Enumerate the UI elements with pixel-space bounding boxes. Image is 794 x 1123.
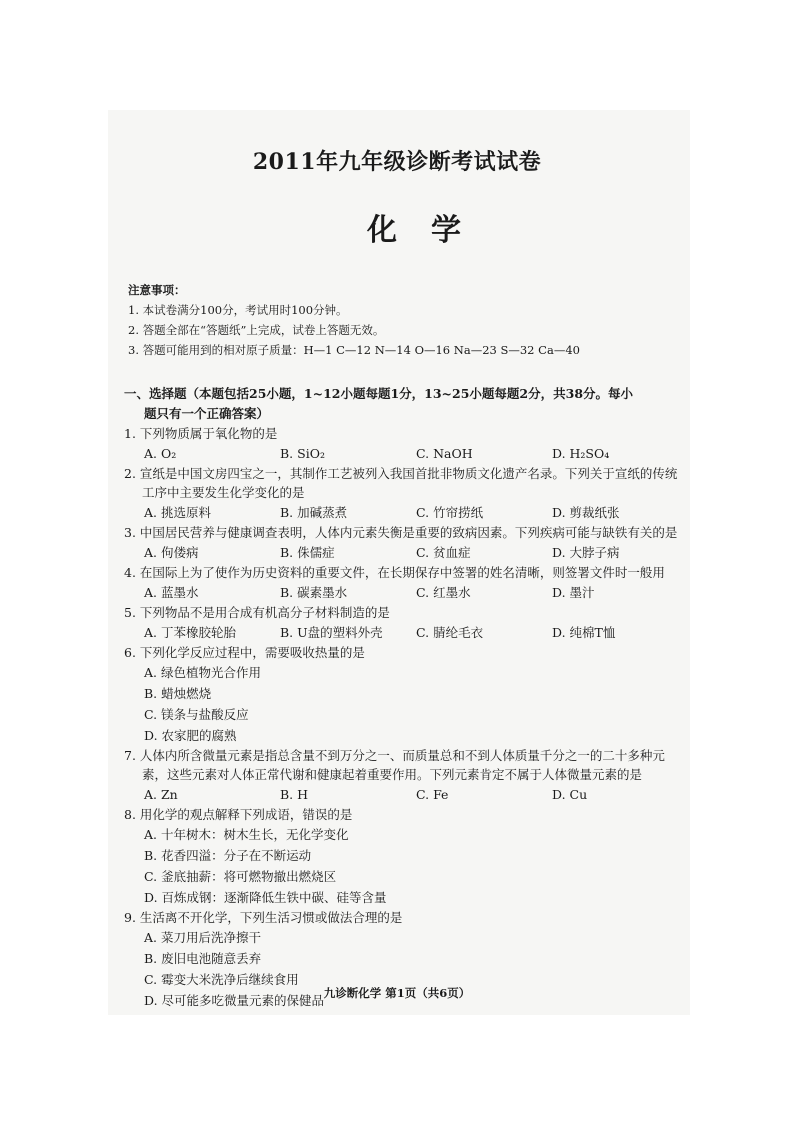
option-c: C. Fe — [416, 787, 449, 802]
option-a: A. 菜刀用后洗净擦干 — [144, 930, 261, 945]
option-c: C. 竹帘捞纸 — [416, 505, 484, 520]
question-stem: 7. 人体内所含微量元素是指总含量不到万分之一、而质量总和不到人体质量千分之一的二十多种元素，这些元素对人体正常代谢和健康起着重要作用。下列元素肯定不属于人体微量元素的是 — [124, 748, 665, 782]
question-6 — [124, 643, 684, 746]
option-d: D. 纯棉T恤 — [552, 625, 616, 640]
question-2 — [124, 464, 684, 523]
page-footer: 九诊断化学 第1页（共6页） — [323, 986, 471, 1000]
option-a: A. 绿色植物光合作用 — [144, 665, 261, 680]
notes-block — [128, 280, 688, 360]
option-b: B. 加碱蒸煮 — [280, 505, 348, 520]
question-1 — [124, 424, 684, 464]
option-a: A. 蓝墨水 — [144, 585, 199, 600]
option-b: B. SiO₂ — [280, 446, 325, 461]
question-stem: 4. 在国际上为了使作为历史资料的重要文件，在长期保存中签署的姓名清晰，则签署文件时一般用 — [124, 565, 665, 580]
section-heading-line: 一、选择题（本题包括25小题，1~12小题每题1分，13~25小题每题2分，共38分。每小 — [124, 386, 634, 401]
option-c: C. 红墨水 — [416, 585, 471, 600]
question-8 — [124, 805, 684, 908]
option-a: A. O₂ — [144, 446, 177, 461]
option-d: D. 剪裁纸张 — [552, 505, 620, 520]
question-4 — [124, 563, 684, 603]
question-stem: 1. 下列物质属于氧化物的是 — [124, 426, 278, 441]
option-c: C. 釜底抽薪：将可燃物撤出燃烧区 — [144, 869, 337, 884]
question-list — [124, 424, 684, 1011]
option-a: A. 丁苯橡胶轮胎 — [144, 625, 236, 640]
option-b: B. 碳素墨水 — [280, 585, 348, 600]
section-heading — [124, 384, 684, 424]
option-d: D. 大脖子病 — [552, 545, 620, 560]
option-c: C. 镁条与盐酸反应 — [144, 707, 249, 722]
option-a: A. Zn — [144, 787, 178, 802]
option-b: B. 废旧电池随意丢弃 — [144, 951, 262, 966]
page-title: 2011年九年级诊断考试试卷 — [252, 149, 542, 175]
question-stem: 9. 生活离不开化学，下列生活习惯或做法合理的是 — [124, 910, 403, 925]
option-b: B. 花香四溢：分子在不断运动 — [144, 848, 312, 863]
question-stem: 6. 下列化学反应过程中，需要吸收热量的是 — [124, 645, 365, 660]
option-c: C. 霉变大米洗净后继续食用 — [144, 972, 299, 987]
option-c: C. 贫血症 — [416, 545, 471, 560]
note-item: 3. 答题可能用到的相对原子质量：H—1 C—12 N—14 O—16 Na—23 S—32 Ca—40 — [128, 343, 580, 357]
question-stem: 8. 用化学的观点解释下列成语，错误的是 — [124, 807, 353, 822]
question-stem: 2. 宣纸是中国文房四宝之一，其制作工艺被列入我国首批非物质文化遗产名录。下列关于宣纸的传统工序中主要发生化学变化的是 — [124, 466, 678, 500]
option-d: D. 尽可能多吃微量元素的保健品 — [144, 993, 325, 1008]
option-b: B. 蜡烛燃烧 — [144, 686, 212, 701]
option-d: D. Cu — [552, 787, 588, 802]
question-3 — [124, 523, 684, 563]
question-7 — [124, 746, 684, 805]
option-c: C. NaOH — [416, 446, 473, 461]
question-stem: 3. 中国居民营养与健康调查表明，人体内元素失衡是重要的致病因素。下列疾病可能与缺铁有关的是 — [124, 525, 678, 540]
option-d: D. 农家肥的腐熟 — [144, 728, 237, 743]
subject-title: 化学 — [367, 213, 495, 248]
option-b: B. 侏儒症 — [280, 545, 335, 560]
option-b: B. H — [280, 787, 309, 802]
option-c: C. 腈纶毛衣 — [416, 625, 484, 640]
question-stem: 5. 下列物品不是用合成有机高分子材料制造的是 — [124, 605, 390, 620]
note-item: 2. 答题全部在“答题纸”上完成，试卷上答题无效。 — [128, 323, 385, 337]
note-item: 1. 本试卷满分100分，考试用时100分钟。 — [128, 303, 348, 317]
option-b: B. U盘的塑料外壳 — [280, 625, 383, 640]
option-a: A. 佝偻病 — [144, 545, 199, 560]
option-d: D. H₂SO₄ — [552, 446, 610, 461]
option-d: D. 墨汁 — [552, 585, 595, 600]
section-heading-line: 题只有一个正确答案） — [144, 406, 270, 421]
question-5 — [124, 603, 684, 643]
option-a: A. 十年树木：树木生长，无化学变化 — [144, 827, 349, 842]
notes-heading: 注意事项： — [128, 283, 186, 297]
option-d: D. 百炼成钢：逐渐降低生铁中碳、硅等含量 — [144, 890, 387, 905]
option-a: A. 挑选原料 — [144, 505, 211, 520]
